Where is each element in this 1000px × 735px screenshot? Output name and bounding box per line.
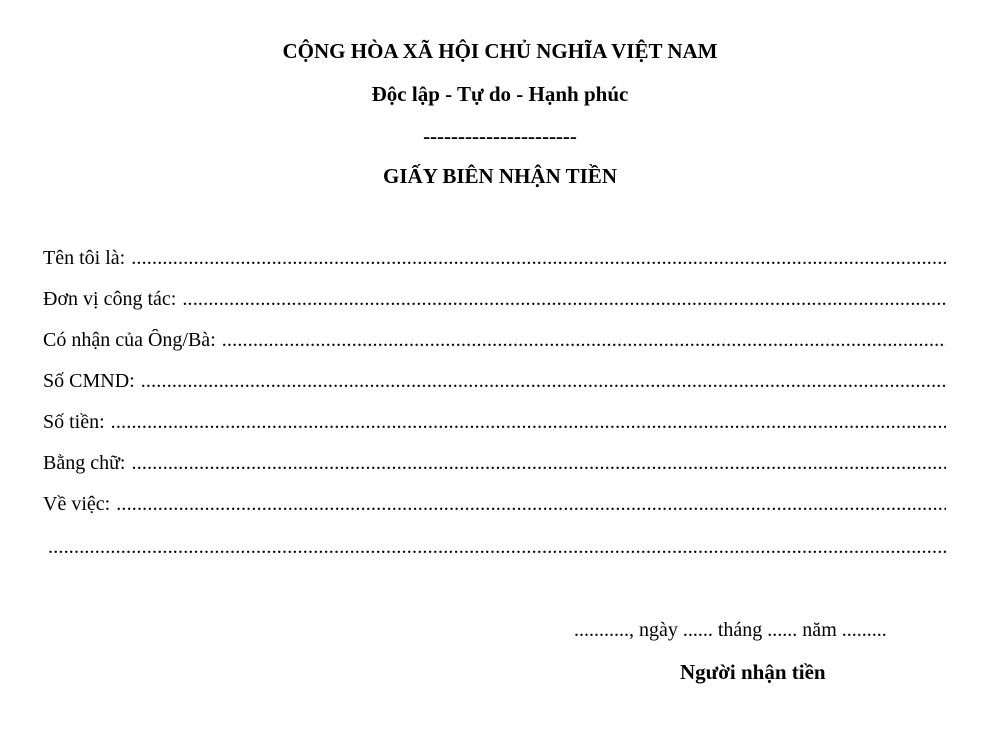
field-amount-in-words — [43, 452, 946, 475]
field-label: Đơn vị công tác: — [43, 288, 177, 310]
header-separator: ---------------------- — [423, 124, 577, 148]
field-label: Về việc: — [43, 493, 111, 515]
national-motto: Độc lập - Tự do - Hạnh phúc — [371, 82, 629, 106]
fill-in-dots — [111, 411, 946, 434]
field-received-from — [43, 329, 946, 352]
field-label: Số CMND: — [43, 370, 135, 392]
fill-in-dots — [141, 370, 946, 393]
field-label: Số tiền: — [43, 411, 105, 433]
date-line: ..........., ngày ...... tháng ...... năm ......... — [574, 619, 887, 641]
fill-in-dots — [132, 452, 947, 475]
fill-in-dots — [131, 247, 946, 270]
field-label: Tên tôi là: — [43, 247, 126, 269]
field-id-number — [43, 370, 946, 393]
field-purpose — [43, 493, 946, 516]
field-label: Có nhận của Ông/Bà: — [43, 329, 216, 351]
document-title: GIẤY BIÊN NHẬN TIỀN — [383, 164, 617, 188]
fill-in-dots — [48, 536, 946, 559]
national-title: CỘNG HÒA XÃ HỘI CHỦ NGHĨA VIỆT NAM — [282, 39, 718, 63]
signer-title: Người nhận tiền — [680, 660, 826, 684]
field-label: Bằng chữ: — [43, 452, 126, 474]
fill-in-dots — [222, 329, 946, 352]
field-name — [43, 247, 946, 270]
fill-in-dots — [182, 288, 946, 311]
field-purpose-continuation — [48, 536, 946, 559]
fill-in-dots — [116, 493, 946, 516]
field-workplace — [43, 288, 946, 311]
field-amount — [43, 411, 946, 434]
